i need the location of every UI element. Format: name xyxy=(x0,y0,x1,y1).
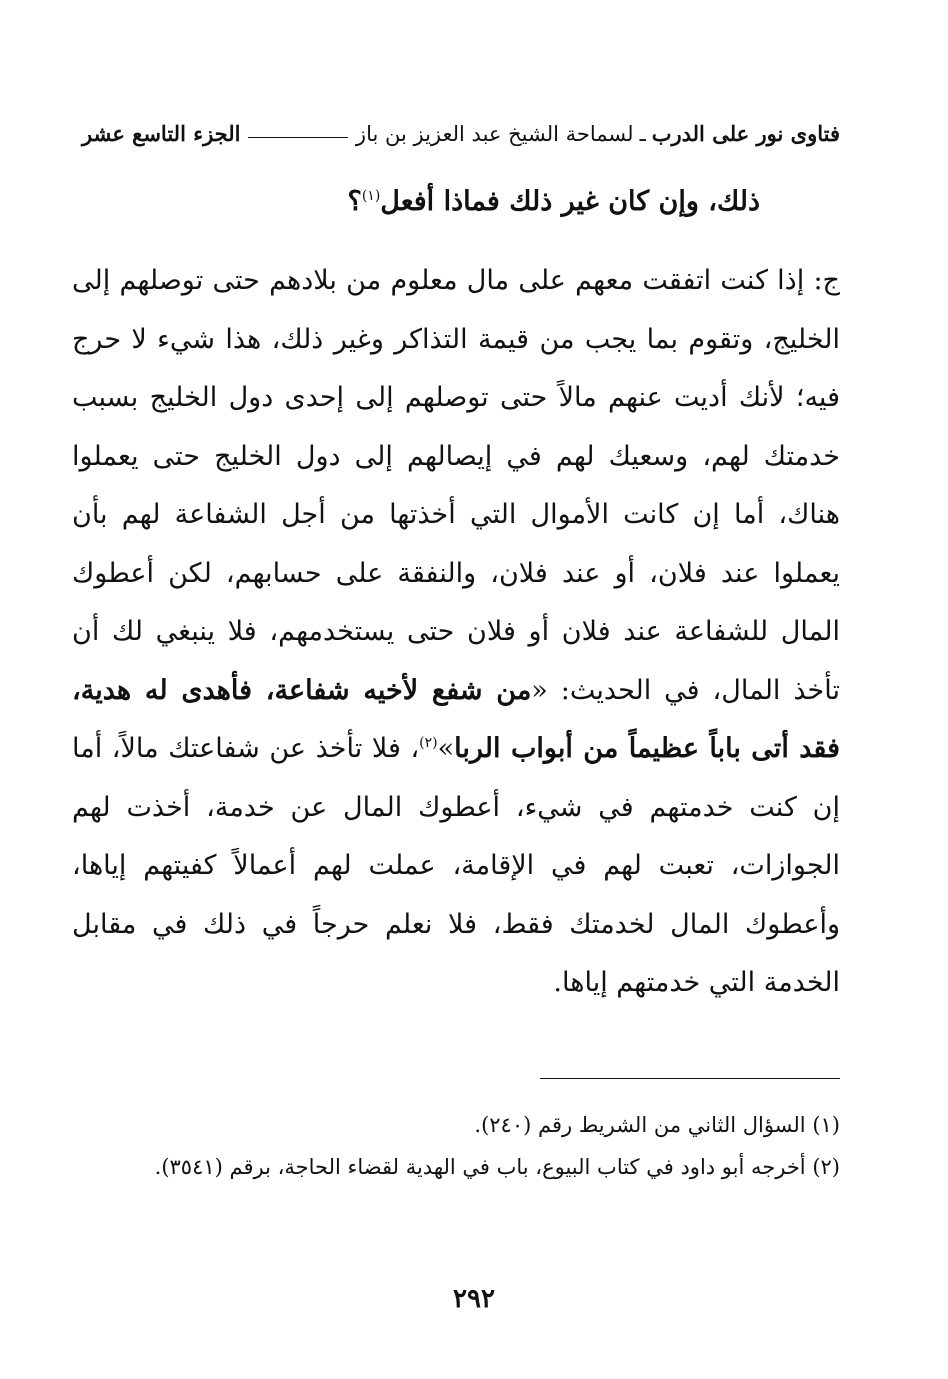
hadith-close-quote: » xyxy=(437,733,455,764)
header-rule xyxy=(248,137,347,138)
footnote-1: (١) السؤال الثاني من الشريط رقم (٢٤٠). xyxy=(474,1113,840,1137)
question-continuation xyxy=(347,180,760,224)
footnote-ref-1: (١) xyxy=(361,188,381,204)
header-volume: الجزء التاسع عشر xyxy=(82,121,241,146)
hadith-quote: من شفع لأخيه شفاعة، فأهدى له هدية، فقد أتى باباً عظيماً من أبواب الربا xyxy=(72,674,840,764)
header-author: لسماحة الشيخ عبد العزيز بن باز xyxy=(355,122,634,146)
question-text: ذلك، وإن كان غير ذلك فماذا أفعل xyxy=(380,186,760,217)
footnote-2: (٢) أخرجه أبو داود في كتاب البيوع، باب في الهدية لقضاء الحاجة، برقم (٣٥٤١). xyxy=(154,1155,840,1179)
question-mark: ؟ xyxy=(347,186,362,217)
running-header xyxy=(82,118,840,150)
header-book-title: فتاوى نور على الدرب xyxy=(651,121,840,146)
answer-text-part1: ج: إذا كنت اتفقت معهم على مال معلوم من بلادهم حتى توصلهم إلى الخليج، وتقوم بما يجب من قيمة التذاكر وغير ذلك، هذا شيء لا حرج فيه؛ لأنك أديت عنهم مالاً حتى توصلهم إلى إحدى دول الخليج بسبب خدمتك لهم، وسعيك لهم في إيصالهم إلى دول الخليج حتى يعملوا هناك، أما إن كانت الأموال التي أخذتها من أجل الشفاعة لهم بأن يعملوا عند فلان، أو عند فلان، والنفقة على حسابهم، لكن أعطوك المال للشفاعة عند فلان أو فلان حتى يستخدمهم، فلا ينبغي لك أن تأخذ المال، في الحديث: « xyxy=(72,265,840,706)
footnote-divider xyxy=(540,1078,840,1079)
answer-text-part2: ، فلا تأخذ عن شفاعتك مالاً، أما إن كنت خدمتهم في شيء، أعطوك المال عن خدمة، أخذت لهم الجوازات، تعبت لهم في الإقامة، عملت لهم أعمالاً كفيتهم إياها، وأعطوك المال لخدمتك فقط، فلا نعلم حرجاً في ذلك في مقابل الخدمة التي خدمتهم إياها. xyxy=(72,733,840,998)
header-separator: ـ xyxy=(639,122,646,146)
page-number: ٢٩٢ xyxy=(453,1284,495,1314)
footnotes xyxy=(72,1108,840,1192)
footnote-ref-2: (٢) xyxy=(419,735,438,751)
answer-paragraph xyxy=(72,252,840,1013)
